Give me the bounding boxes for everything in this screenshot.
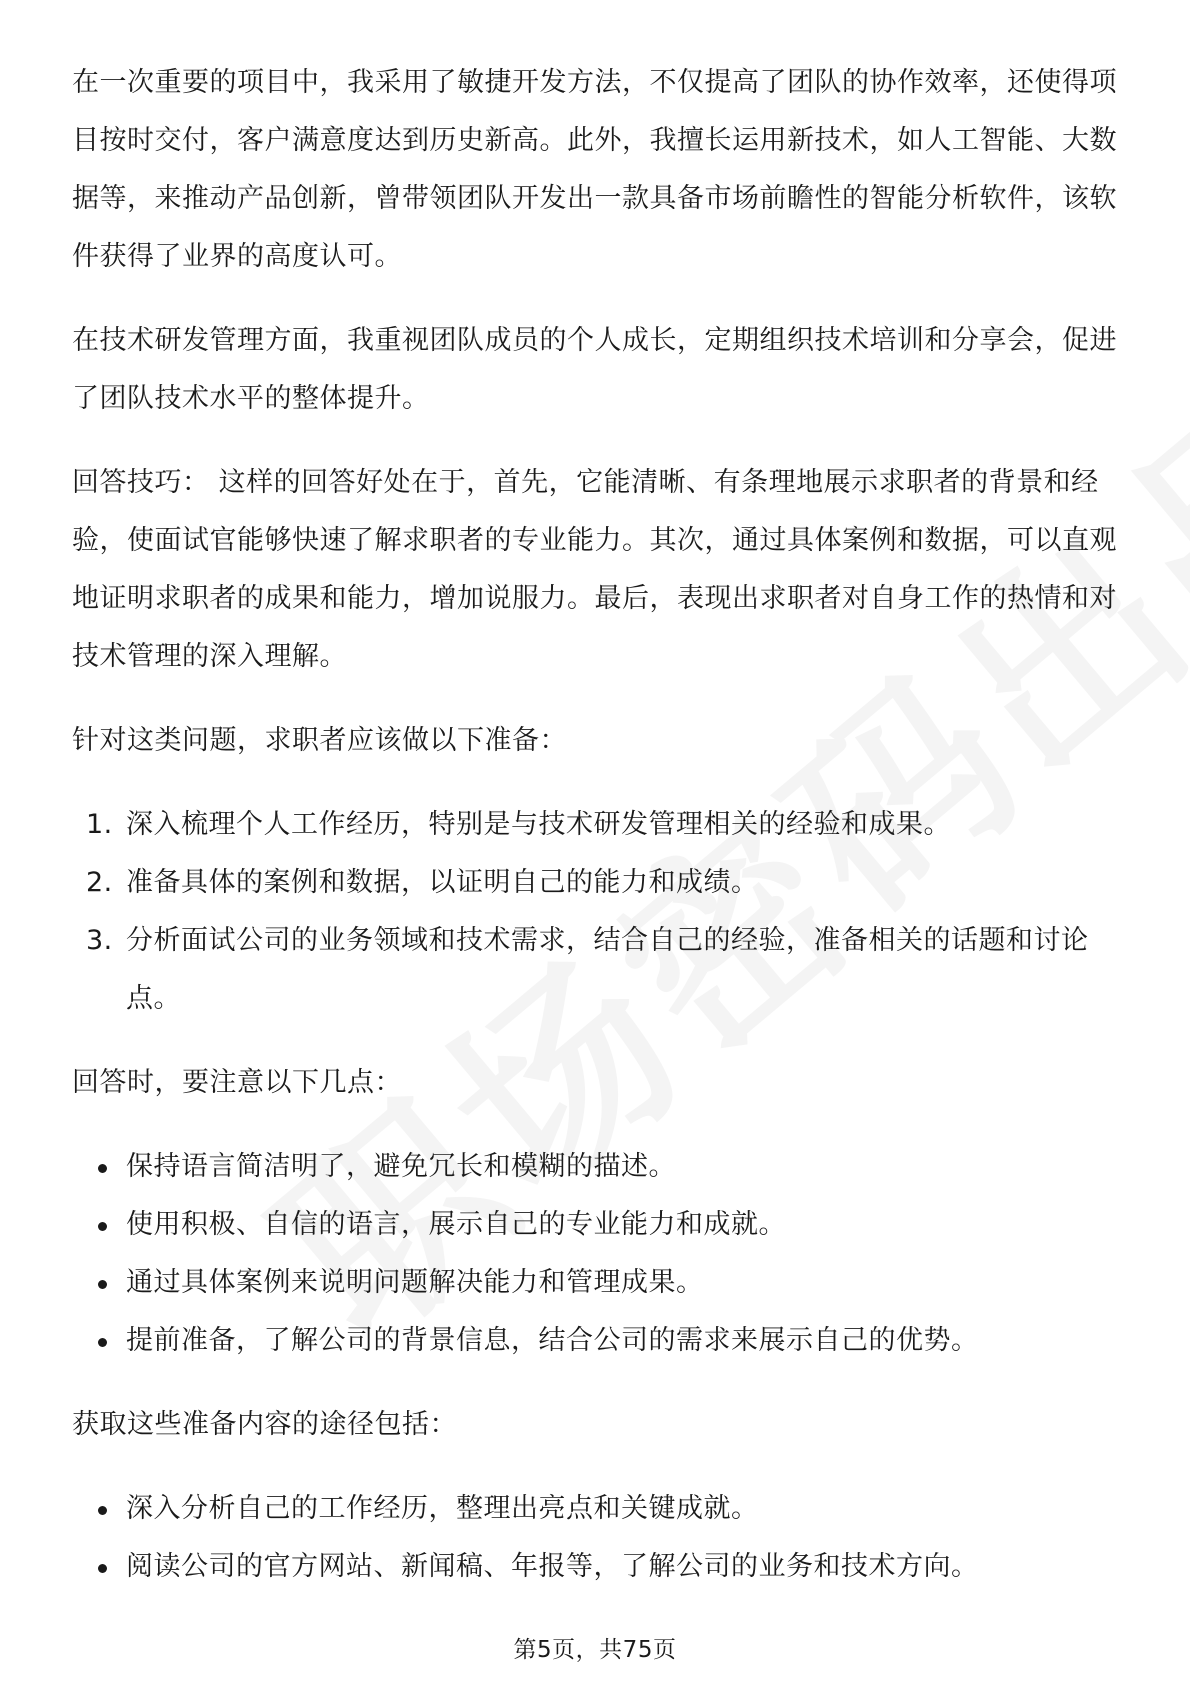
list-item	[72, 854, 1122, 912]
list-item-text: 阅读公司的官方网站、新闻稿、年报等，了解公司的业务和技术方向。	[126, 1551, 979, 1582]
list-item-text: 使用积极、自信的语言，展示自己的专业能力和成就。	[126, 1209, 786, 1240]
bullet-icon	[98, 1280, 107, 1289]
list-item-text: 通过具体案例来说明问题解决能力和管理成果。	[126, 1267, 704, 1298]
list-number: 3.	[86, 925, 113, 956]
bullet-icon	[98, 1506, 107, 1515]
sources-list	[72, 1480, 1122, 1596]
attention-list	[72, 1138, 1122, 1370]
bullet-icon	[98, 1338, 107, 1347]
list-item	[72, 1196, 1122, 1254]
attention-heading: 回答时，要注意以下几点：	[72, 1067, 402, 1098]
list-item	[72, 1538, 1122, 1596]
list-item-text: 准备具体的案例和数据，以证明自己的能力和成绩。	[126, 867, 759, 898]
list-item-text: 提前准备，了解公司的背景信息，结合公司的需求来展示自己的优势。	[126, 1325, 979, 1356]
answer-tips-paragraph: 回答技巧： 这样的回答好处在于，首先，它能清晰、有条理地展示求职者的背景和经验，使面试官能够快速了解求职者的专业能力。其次，通过具体案例和数据，可以直观地证明求职者的成果和能力，增加说服力。最后，表现出求职者对自身工作的热情和对技术管理的深入理解。	[72, 467, 1117, 672]
list-item	[72, 1254, 1122, 1312]
sources-heading: 获取这些准备内容的途径包括：	[72, 1409, 457, 1440]
list-number: 2.	[86, 867, 113, 898]
list-item	[72, 796, 1122, 854]
bullet-icon	[98, 1564, 107, 1573]
list-item-text: 分析面试公司的业务领域和技术需求，结合自己的经验，准备相关的话题和讨论点。	[126, 925, 1089, 1014]
list-item	[72, 1138, 1122, 1196]
list-item-text: 深入分析自己的工作经历，整理出亮点和关键成就。	[126, 1493, 759, 1524]
page-number-footer: 第5页，共75页	[513, 1637, 677, 1663]
paragraph: 在技术研发管理方面，我重视团队成员的个人成长，定期组织技术培训和分享会，促进了团队技术水平的整体提升。	[72, 325, 1117, 414]
list-item-text: 保持语言简洁明了，避免冗长和模糊的描述。	[126, 1151, 676, 1182]
list-item-text: 深入梳理个人工作经历，特别是与技术研发管理相关的经验和成果。	[126, 809, 951, 840]
preparation-list	[72, 796, 1122, 1028]
list-item	[72, 1480, 1122, 1538]
preparation-heading: 针对这类问题，求职者应该做以下准备：	[72, 725, 567, 756]
bullet-icon	[98, 1164, 107, 1173]
list-item	[72, 912, 1122, 1028]
bullet-icon	[98, 1222, 107, 1231]
list-number: 1.	[86, 809, 113, 840]
document-body	[72, 54, 1122, 1622]
paragraph: 在一次重要的项目中，我采用了敏捷开发方法，不仅提高了团队的协作效率，还使得项目按时交付，客户满意度达到历史新高。此外，我擅长运用新技术，如人工智能、大数据等，来推动产品创新，曾带领团队开发出一款具备市场前瞻性的智能分析软件，该软件获得了业界的高度认可。	[72, 67, 1117, 272]
list-item	[72, 1312, 1122, 1370]
